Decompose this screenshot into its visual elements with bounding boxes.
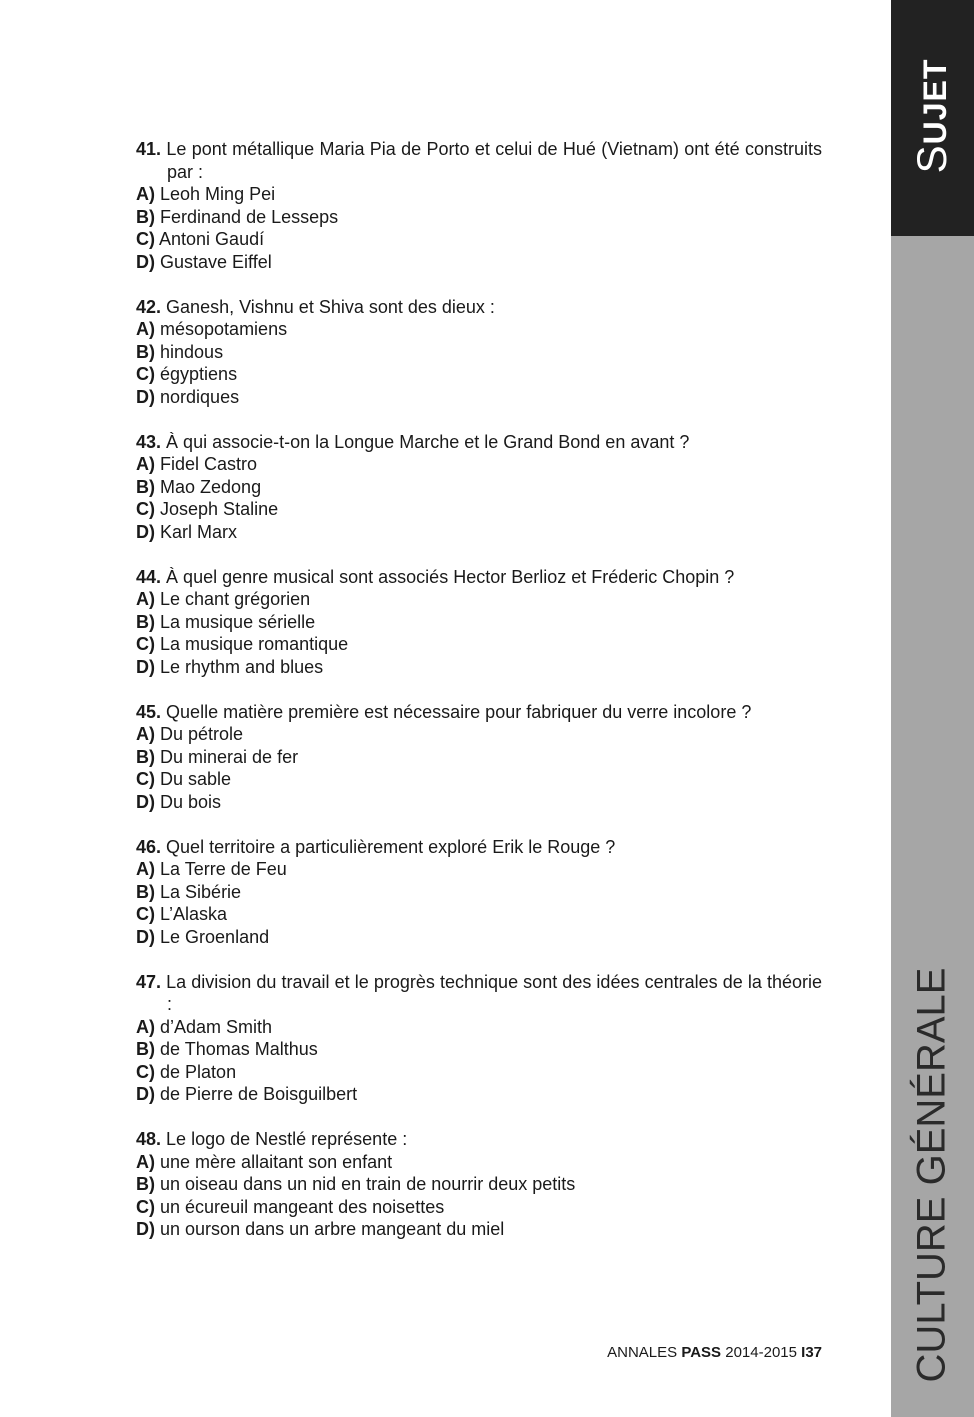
answer-option bbox=[136, 746, 822, 769]
answer-option bbox=[136, 1061, 822, 1084]
option-text: Ferdinand de Lesseps bbox=[160, 206, 339, 227]
question-number: 42. bbox=[136, 296, 162, 317]
question-number: 41. bbox=[136, 139, 162, 159]
option-text: L’Alaska bbox=[160, 904, 228, 924]
answer-option bbox=[136, 1196, 822, 1219]
option-letter: C) bbox=[136, 904, 155, 924]
page-footer bbox=[607, 1344, 822, 1361]
option-text: une mère allaitant son enfant bbox=[160, 1151, 393, 1172]
option-text: La Sibérie bbox=[160, 881, 242, 902]
option-letter: D) bbox=[136, 521, 155, 542]
question-number: 43. bbox=[136, 431, 162, 452]
answer-option bbox=[136, 1083, 822, 1106]
question-text bbox=[136, 566, 822, 589]
answer-option bbox=[136, 521, 822, 544]
option-text: Du sable bbox=[160, 769, 232, 789]
footer-separator: I bbox=[801, 1344, 806, 1361]
answer-option bbox=[136, 1218, 822, 1241]
answer-option bbox=[136, 611, 822, 634]
option-letter: C) bbox=[136, 364, 155, 384]
option-text: hindous bbox=[160, 341, 224, 362]
answer-option bbox=[136, 183, 822, 206]
option-letter: B) bbox=[136, 1039, 155, 1059]
option-text: Du pétrole bbox=[160, 724, 244, 744]
option-letter: C) bbox=[136, 1196, 155, 1217]
footer-years: 2014-2015 bbox=[725, 1344, 797, 1361]
option-text: un oiseau dans un nid en train de nourrir deux petits bbox=[160, 1174, 576, 1194]
answer-option bbox=[136, 881, 822, 904]
question-number: 46. bbox=[136, 836, 162, 857]
option-text: Karl Marx bbox=[160, 521, 238, 542]
question-text bbox=[136, 701, 822, 724]
section-label-initial: S bbox=[908, 144, 955, 174]
answer-option bbox=[136, 363, 822, 386]
answer-option bbox=[136, 1016, 822, 1039]
option-text: de Platon bbox=[160, 1061, 237, 1082]
option-text: Du minerai de fer bbox=[160, 746, 299, 767]
option-text: La musique sérielle bbox=[160, 611, 316, 632]
option-letter: A) bbox=[136, 589, 155, 609]
option-letter: C) bbox=[136, 229, 155, 249]
answer-option bbox=[136, 206, 822, 229]
footer-brand: PASS bbox=[681, 1344, 722, 1361]
question-text bbox=[136, 971, 822, 1016]
answer-option bbox=[136, 791, 822, 814]
option-text: Leoh Ming Pei bbox=[160, 184, 276, 204]
option-letter: C) bbox=[136, 1061, 155, 1082]
question-prompt: Quel territoire a particulièrement exploré Erik le Rouge ? bbox=[166, 836, 616, 857]
answer-option bbox=[136, 858, 822, 881]
option-text: Gustave Eiffel bbox=[160, 251, 272, 272]
option-letter: D) bbox=[136, 386, 155, 407]
answer-option bbox=[136, 453, 822, 476]
question-block bbox=[136, 138, 822, 273]
section-label bbox=[908, 59, 956, 174]
answer-option bbox=[136, 251, 822, 274]
option-letter: C) bbox=[136, 634, 155, 654]
option-text: Le Groenland bbox=[160, 926, 270, 947]
answer-option bbox=[136, 1173, 822, 1196]
answer-option bbox=[136, 386, 822, 409]
answer-option bbox=[136, 768, 822, 791]
answer-option bbox=[136, 228, 822, 251]
option-text: La Terre de Feu bbox=[160, 859, 287, 879]
question-text bbox=[136, 431, 822, 454]
option-text: un ourson dans un arbre mangeant du miel bbox=[160, 1219, 505, 1239]
question-text bbox=[136, 138, 822, 183]
option-letter: A) bbox=[136, 184, 155, 204]
option-text: d’Adam Smith bbox=[160, 1016, 273, 1037]
category-label: CULTURE GÉNÉRALE bbox=[909, 967, 954, 1383]
answer-option bbox=[136, 926, 822, 949]
page-number: 37 bbox=[805, 1344, 822, 1361]
option-letter: C) bbox=[136, 499, 155, 519]
option-text: Antoni Gaudí bbox=[159, 229, 265, 249]
question-number: 45. bbox=[136, 701, 162, 722]
option-letter: D) bbox=[136, 926, 155, 947]
question-number: 44. bbox=[136, 566, 162, 587]
question-prompt: Quelle matière première est nécessaire pour fabriquer du verre incolore ? bbox=[166, 701, 752, 722]
question-prompt: Le logo de Nestlé représente : bbox=[166, 1129, 408, 1149]
option-text: de Pierre de Boisguilbert bbox=[160, 1084, 358, 1104]
question-block bbox=[136, 701, 822, 814]
option-letter: B) bbox=[136, 611, 155, 632]
option-letter: A) bbox=[136, 1016, 155, 1037]
option-text: Le rhythm and blues bbox=[160, 656, 324, 677]
option-text: un écureuil mangeant des noisettes bbox=[160, 1196, 445, 1217]
option-letter: A) bbox=[136, 454, 155, 474]
option-letter: D) bbox=[136, 251, 155, 272]
question-prompt: À qui associe-t-on la Longue Marche et le Grand Bond en avant ? bbox=[166, 431, 690, 452]
option-letter: B) bbox=[136, 881, 155, 902]
footer-prefix: ANNALES bbox=[607, 1344, 678, 1361]
answer-option bbox=[136, 633, 822, 656]
question-prompt: Le pont métallique Maria Pia de Porto et celui de Hué (Vietnam) ont été construits par : bbox=[166, 139, 822, 182]
question-number: 48. bbox=[136, 1129, 162, 1149]
answer-option bbox=[136, 656, 822, 679]
option-letter: B) bbox=[136, 746, 155, 767]
option-letter: D) bbox=[136, 1084, 155, 1104]
section-label-rest: UJET bbox=[917, 58, 953, 145]
answer-option bbox=[136, 341, 822, 364]
question-block bbox=[136, 431, 822, 544]
option-letter: B) bbox=[136, 206, 155, 227]
option-text: Mao Zedong bbox=[160, 476, 262, 497]
option-letter: A) bbox=[136, 319, 155, 339]
question-list bbox=[136, 138, 822, 1263]
option-text: La musique romantique bbox=[160, 634, 349, 654]
answer-option bbox=[136, 1151, 822, 1174]
question-block bbox=[136, 836, 822, 949]
question-block bbox=[136, 1128, 822, 1241]
option-letter: C) bbox=[136, 769, 155, 789]
option-text: nordiques bbox=[160, 386, 240, 407]
question-block bbox=[136, 971, 822, 1106]
question-prompt: Ganesh, Vishnu et Shiva sont des dieux : bbox=[166, 296, 495, 317]
option-letter: A) bbox=[136, 1151, 155, 1172]
option-text: de Thomas Malthus bbox=[160, 1039, 318, 1059]
answer-option bbox=[136, 723, 822, 746]
option-letter: D) bbox=[136, 791, 155, 812]
question-block bbox=[136, 296, 822, 409]
question-prompt: À quel genre musical sont associés Hector Berlioz et Fréderic Chopin ? bbox=[166, 566, 735, 587]
question-text bbox=[136, 1128, 822, 1151]
option-text: Joseph Staline bbox=[160, 499, 279, 519]
question-prompt: La division du travail et le progrès technique sont des idées centrales de la théorie : bbox=[166, 971, 822, 1014]
option-letter: B) bbox=[136, 476, 155, 497]
option-letter: D) bbox=[136, 1219, 155, 1239]
question-block bbox=[136, 566, 822, 679]
question-text bbox=[136, 296, 822, 319]
option-letter: B) bbox=[136, 1174, 155, 1194]
option-letter: A) bbox=[136, 724, 155, 744]
option-text: Du bois bbox=[160, 791, 222, 812]
answer-option bbox=[136, 498, 822, 521]
option-letter: A) bbox=[136, 859, 155, 879]
option-text: égyptiens bbox=[160, 364, 238, 384]
question-number: 47. bbox=[136, 971, 162, 992]
answer-option bbox=[136, 1038, 822, 1061]
option-text: Fidel Castro bbox=[160, 454, 258, 474]
answer-option bbox=[136, 903, 822, 926]
option-text: mésopotamiens bbox=[160, 319, 288, 339]
option-letter: D) bbox=[136, 656, 155, 677]
answer-option bbox=[136, 476, 822, 499]
option-letter: B) bbox=[136, 341, 155, 362]
option-text: Le chant grégorien bbox=[160, 589, 311, 609]
question-text bbox=[136, 836, 822, 859]
answer-option bbox=[136, 588, 822, 611]
answer-option bbox=[136, 318, 822, 341]
